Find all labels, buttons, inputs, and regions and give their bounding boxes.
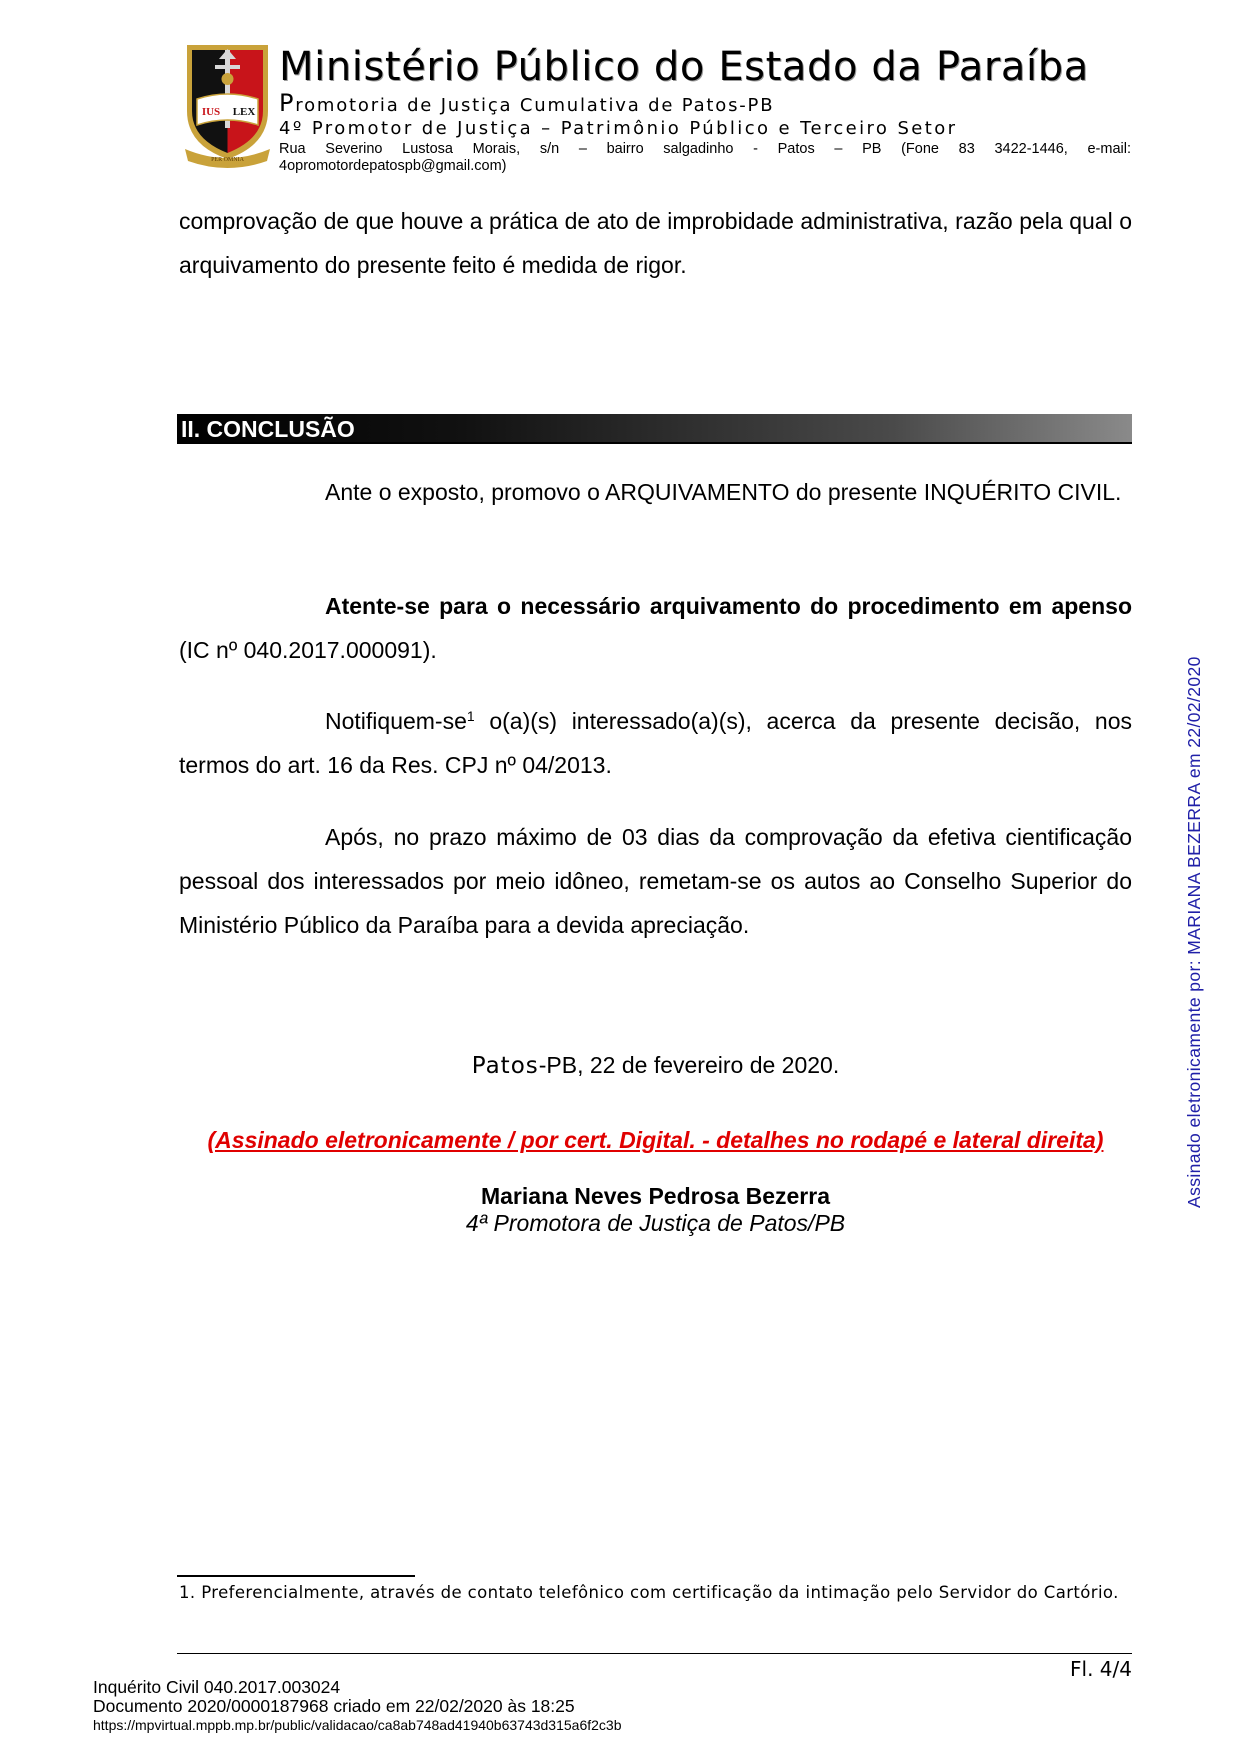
page-number: Fl. 4/4 (1070, 1657, 1132, 1681)
paragraph-notify-a: Notifiquem-se (325, 708, 467, 734)
footer-validation-link[interactable]: https://mpvirtual.mppb.mp.br/public/validacao/ca8ab748ad41940b63743d315a6f2c3b (93, 1717, 622, 1733)
date-rest: -PB, 22 de fevereiro de 2020. (538, 1052, 840, 1078)
promotoria-initial: P (279, 89, 296, 117)
org-title: Ministério Público do Estado da Paraíba (279, 44, 1089, 90)
paragraph-attached-bold: Atente-se para o necessário arquivamento do procedimento em apenso (325, 593, 1132, 619)
paragraph-remit (179, 815, 1132, 947)
svg-text:IUS: IUS (201, 106, 221, 118)
signer-name: Mariana Neves Pedrosa Bezerra (480, 1183, 831, 1209)
date-line (179, 1050, 1132, 1081)
paragraph-notify-b: o(a)(s) interessado(a)(s), acerca da presente decisão, nos termos do art. 16 da Res. CPJ nº 04/2013. (179, 708, 1132, 778)
svg-text:PER OMNIA: PER OMNIA (211, 157, 244, 163)
email-line: 4opromotordepatospb@gmail.com) (279, 158, 507, 174)
footnote-text: 1. Preferencialmente, através de contato telefônico com certificação da intimação pelo Servidor do Cartório. (179, 1583, 1119, 1602)
footer-case-number: Inquérito Civil 040.2017.003024 (93, 1677, 341, 1697)
paragraph-remit-text: Após, no prazo máximo de 03 dias da comprovação da efetiva cientificação pessoal dos interessados por meio idôneo, remetam-se os autos ao Conselho Superior do Ministério Público da Paraíba para a devida apreciação. (179, 824, 1132, 938)
promotoria-line (279, 89, 775, 117)
paragraph-notify (179, 699, 1132, 787)
paragraph-conclusion-reason: comprovação de que houve a prática de ato de improbidade administrativa, razão pela qual o arquivamento do presente feito é medida de rigor. (179, 208, 1132, 278)
paragraph-attached-procedure (179, 584, 1132, 672)
date-city: Patos (471, 1053, 539, 1079)
address-line: Rua Severino Lustosa Morais, s/n – bairro salgadinho - Patos – PB (Fone 83 3422-1446, e-mail: (279, 141, 1131, 157)
signer-role: 4ª Promotora de Justiça de Patos/PB (465, 1210, 846, 1236)
paragraph-attached-rest: (IC nº 040.2017.000091). (179, 637, 437, 663)
promotor-line: 4º Promotor de Justiça – Patrimônio Público e Terceiro Setor (279, 118, 958, 139)
paragraph-archive-text: Ante o exposto, promovo o ARQUIVAMENTO do presente INQUÉRITO CIVIL. (325, 479, 1122, 505)
institution-logo (181, 41, 274, 169)
svg-text:LEX: LEX (232, 106, 256, 118)
page-footer-divider (177, 1653, 1132, 1654)
promotoria-text: romotoria de Justiça Cumulativa de Patos-PB (295, 95, 775, 116)
section-title: II. CONCLUSÃO (181, 416, 355, 442)
footnote-divider (177, 1575, 415, 1577)
vertical-signature-stamp: Assinado eletronicamente por: MARIANA BEZERRA em 22/02/2020 (1184, 656, 1204, 1208)
footnote-marker: 1 (466, 708, 475, 724)
footer-document-info: Documento 2020/0000187968 criado em 22/02/2020 às 18:25 (93, 1696, 575, 1716)
paragraph-archive-order (179, 470, 1132, 514)
electronic-signature-note: (Assinado eletronicamente / por cert. Digital. - detalhes no rodapé e lateral direita) (207, 1127, 1104, 1153)
